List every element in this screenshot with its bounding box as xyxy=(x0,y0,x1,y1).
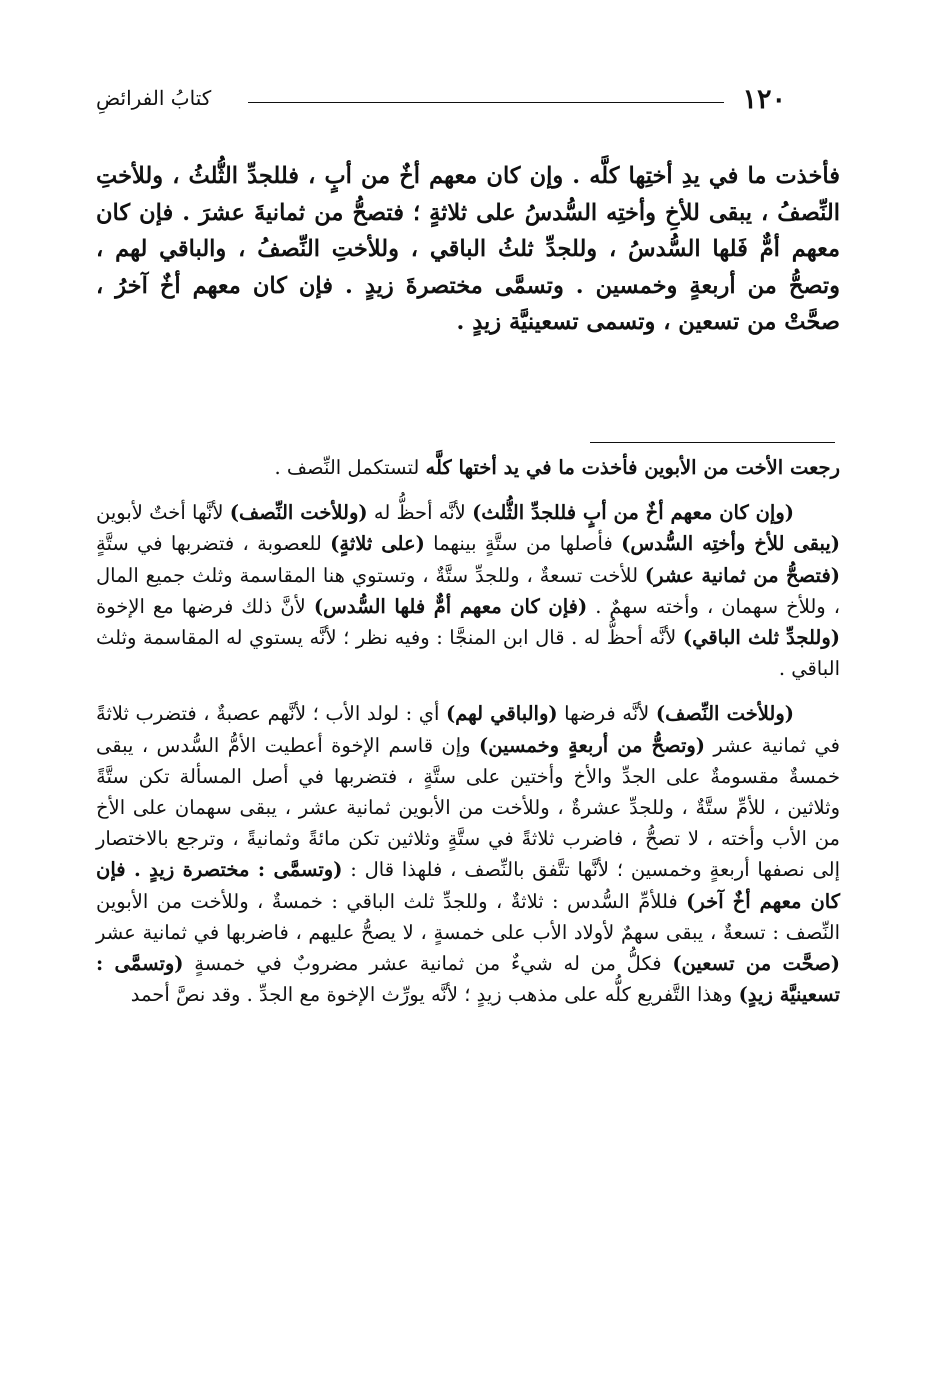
commentary-text-segment: لأنَّه أحظُّ له . قال ابن المنجَّا : وفيه نظر ؛ لأنَّه يستوي له المقاسمة وثلث الباقي . xyxy=(96,626,840,681)
quoted-matn-segment: (والباقي لهم) xyxy=(445,702,558,726)
running-header xyxy=(96,84,786,124)
commentary-text-segment: وهذا التَّفريع كلُّه على مذهب زيدٍ ؛ لأنَّه يورِّث الإخوة مع الجدِّ . وقد نصَّ أحمد xyxy=(130,983,739,1007)
footnote-separator xyxy=(590,442,835,443)
commentary-text-segment: للعصوبة ، فتضربها في ستَّةٍ xyxy=(96,532,331,556)
book-title: كتابُ الفرائضِ xyxy=(96,86,212,110)
commentary-text-segment: لأنَّ ذلك فرضها مع الإخوة xyxy=(96,594,314,618)
quoted-matn-segment: (وللأخت النِّصف) xyxy=(229,501,368,525)
quoted-matn-segment: (صحَّت من تسعين) xyxy=(672,952,840,976)
quoted-matn-segment: (على ثلاثةٍ) xyxy=(330,532,425,556)
commentary-text-segment: فكلُّ من له شيءٌ من ثمانية عشر مضروبٌ في خمسةٍ xyxy=(183,952,673,976)
commentary-paragraph-3 xyxy=(96,698,840,1010)
header-rule xyxy=(248,102,724,103)
commentary-text-segment: فأصلها من ستَّةٍ بينهما xyxy=(424,532,622,556)
quoted-matn-segment: (وتسمَّى : مختصرة زيدٍ . فإن كان معهم أخٌ آخر) xyxy=(96,858,840,913)
commentary-text-segment: فللأمِّ السُّدس : ثلاثةٌ ، وللجدِّ ثلث الباقي : خمسةٌ ، وللأخت من الأبوين النِّصف : تسعةٌ ، يبقى سهمٌ لأولاد الأب على خمسةٍ ، لا يصحُّ عليهم ، فاضربها في ثمانية عشر xyxy=(96,889,840,944)
quoted-matn-segment: (يبقى للأخ وأختِه السُّدس) xyxy=(621,532,840,556)
quoted-matn-segment: (وتصحُّ من أربعةٍ وخمسين) xyxy=(479,733,706,757)
commentary-text-segment: لأنَّها أختٌ لأبوين xyxy=(96,501,230,525)
commentary-text-segment: أي : لولد الأب ؛ لأنَّهم عصبةٌ ، فتضرب ثلاثةً في ثمانية عشر xyxy=(96,702,840,757)
page-number: ١٢٠ xyxy=(742,84,786,115)
main-paragraph: فأخذت ما في يدِ أختِها كلَّه . وإن كان معهم أخٌ من أبٍ ، فللجدِّ الثُّلثُ ، وللأختِ النِّصفُ ، يبقى للأخِ وأختِه السُّدسُ على ثلاثةٍ ؛ فتصحُّ من ثمانيةَ عشرَ . فإن كان معهم أمٌّ فَلها السُّدسُ ، وللجدِّ ثلثُ الباقي ، وللأختِ النِّصفُ ، والباقي لهم ، وتصحُّ من أربعةٍ وخمسين . وتسمَّى مختصرةَ زيدٍ . فإن كان معهم أخٌ آخرُ ، صحَّتْ من تسعين ، وتسمى تسعينيَّة زيدٍ . xyxy=(96,163,840,335)
quoted-matn-segment: (فإن كان معهم أمٌّ فلها السُّدس) xyxy=(313,594,588,618)
quoted-matn-segment: (وتسمَّى : تسعينيَّة زيدٍ) xyxy=(96,952,840,1007)
quoted-matn-segment: (وللأخت النِّصف) xyxy=(655,702,794,726)
commentary-text-segment: لأنَّه أحظُّ له xyxy=(367,501,473,525)
quoted-matn-segment: (وللجدِّ ثلث الباقي) xyxy=(682,626,840,650)
main-text-block xyxy=(96,158,840,341)
commentary-text-segment: لتستكمل النِّصف . xyxy=(274,456,426,479)
commentary-paragraph-2 xyxy=(96,497,840,684)
quoted-matn-segment: (وإن كان معهم أخٌ من أبٍ فللجدِّ الثُّلث) xyxy=(472,501,794,525)
quoted-matn-segment: (فتصحُّ من ثمانية عشر) xyxy=(644,563,840,587)
quoted-matn-segment: رجعت الأخت من الأبوين فأخذت ما في يد أختها كلَّه xyxy=(425,456,840,479)
commentary-block xyxy=(96,452,840,1010)
commentary-text-segment: وإن قاسم الإخوة أعطيت الأمُّ السُّدس ، يبقى خمسةٌ مقسومةٌ على الجدِّ والأخ وأختين على ستَّةٍ ، فتضربها في أصل المسألة تكن ستَّةً وثلاثين ، للأمِّ ستَّةٌ ، وللجدِّ عشرةٌ ، وللأخت من الأبوين ثمانية عشر ، يبقى سهمان على الأخ من الأب وأخته ، لا تصحُّ ، فاضرب ثلاثةً في ستَّةٍ وثلاثين تكن مائةً وثمانيةً ، وترجع بالاختصار إلى نصفها أربعةٍ وخمسين ؛ لأنَّها تتَّفق بالنِّصف ، فلهذا قال : xyxy=(96,733,840,882)
commentary-text-segment: للأخت تسعةٌ ، وللجدِّ ستَّةٌ ، وتستوي هنا المقاسمة وثلث جميع المال ، وللأخ سهمان ، وأخته سهمٌ . xyxy=(96,563,840,618)
commentary-paragraph-1 xyxy=(96,452,840,483)
commentary-text-segment: لأنَّه فرضها xyxy=(557,702,656,726)
